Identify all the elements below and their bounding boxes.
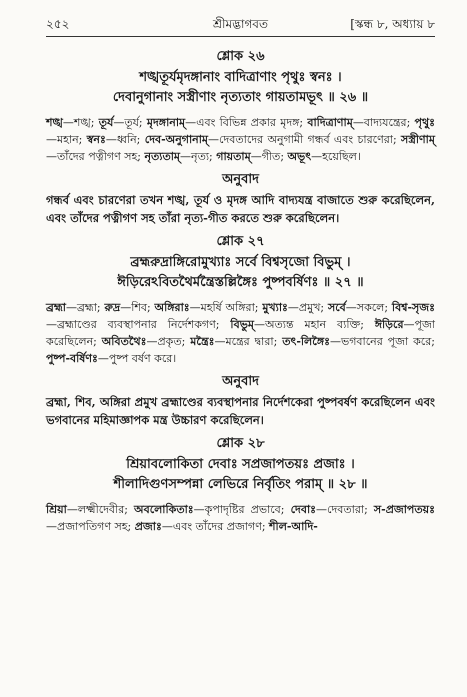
syn-meaning: ব্রহ্মাণ্ডের ব্যবস্থাপনার নির্দেশকগণ; [57, 318, 231, 331]
syn-word: বিভুম্ [230, 318, 254, 331]
syn-word: শঙ্খ [46, 116, 63, 129]
translation-27-text: ব্রহ্মা, শিব, অঙ্গিরা প্রমুখ ব্রহ্মাণ্ডের ব্যবস্থাপনার নির্দেশকেরা পুষ্পবর্ষণ করেছিলেন এবং ভগবানের মহিমাজ্ঞাপক মন্ত্র উচ্চারণ করেছিলেন। [46, 395, 435, 427]
translation-26-text: গন্ধর্ব এবং চারণেরা তখন শঙ্খ, তূর্য ও মৃদঙ্গ আদি বাদ্যযন্ত্র বাজাতে শুরু করেছিলেন, এবং তাঁদের পত্নীগণ সহ তাঁরা নৃত্য-গীত করতে শুরু করেছিলেন। [46, 193, 435, 225]
syn-word: স-প্রজাপতয়ঃ [373, 503, 435, 516]
syn-word: পৃথুঃ [414, 116, 436, 129]
book-title: শ্রীমদ্ভাগবত [212, 17, 268, 31]
syn-word: দেবাঃ [290, 503, 317, 516]
translation-27-heading: অনুবাদ [222, 374, 259, 389]
verse-27-text [46, 253, 435, 293]
verse-28-heading: শ্লোক ২৮ [216, 436, 265, 451]
syn-meaning: এবং তাঁদের প্রজাগণ; [172, 520, 270, 533]
translation-26-heading: অনুবাদ [222, 172, 259, 187]
syn-meaning: ব্রহ্মা; [76, 301, 105, 314]
syn-word: অভূৎ [287, 150, 312, 163]
syn-meaning: প্রকৃত; [157, 335, 191, 348]
syn-word: নৃত্যতাম্ [144, 150, 181, 163]
syn-word: সর্বে [327, 301, 346, 314]
syn-meaning: মহান; [57, 133, 87, 146]
syn-meaning: তাঁদের পত্নীগণ সহ; [57, 150, 145, 163]
page-header [46, 16, 435, 34]
syn-meaning: ধ্বনি; [116, 133, 145, 146]
page-number: ২৫২ [46, 17, 70, 31]
syn-meaning: পূজা করেছিলেন; [46, 318, 435, 348]
header-divider [46, 36, 435, 37]
syn-meaning: মন্ত্রের দ্বারা; [225, 335, 283, 348]
syn-word: অবলোকিতাঃ [134, 503, 194, 516]
syn-word: ব্রহ্মা [46, 301, 66, 314]
syn-word: শ্রিয়া [46, 503, 67, 516]
syn-meaning: নৃত্য; [191, 150, 217, 163]
syn-word: প্রজাঃ [134, 520, 162, 533]
syn-meaning: দেবতাদের অনুগামী গন্ধর্ব এবং চারণেরা; [219, 133, 402, 146]
syn-meaning: লক্ষ্মীদেবীর; [77, 503, 135, 516]
syn-meaning: হয়েছিল। [322, 150, 361, 163]
syn-meaning: দেবতারা; [327, 503, 374, 516]
syn-word: পুষ্প-বর্ষিণঃ [46, 352, 98, 365]
verse-26-text [46, 68, 435, 108]
verse-28-line-2: শীলাদিগুণসম্পন্না লেভিরে নির্বৃতিং পরাম্ ॥ ২৮ ॥ [113, 477, 368, 492]
syn-word: মন্ত্রৈঃ [190, 335, 215, 348]
syn-word: দেব-অনুগানাম্ [144, 133, 209, 146]
verse-28-synonyms: শ্রিয়া—লক্ষ্মীদেবীর; অবলোকিতাঃ—কৃপাদৃষ্টির প্রভাবে; দেবাঃ—দেবতারা; স-প্রজাপতয়ঃ—প্রজাপতিগণ সহ; প্রজাঃ—এবং তাঁদের প্রজাগণ; শীল-আদি- [46, 503, 435, 533]
syn-meaning: তূর্য; [124, 116, 147, 129]
verse-26-synonyms: শঙ্খ—শঙ্খ; তূর্য—তূর্য; মৃদঙ্গানাম্—এবং বিভিন্ন প্রকার মৃদঙ্গ; বাদিত্রাণাম্—বাদ্যযন্ত্রের; পৃথুঃ—মহান; স্বনঃ—ধ্বনি; দেব-অনুগানাম্—দেবতাদের অনুগামী গন্ধর্ব এবং চারণেরা; সস্ত্রীণাম্—তাঁদের পত্নীগণ সহ; নৃত্যতাম্—নৃত্য; গায়তাম্—গীত; অভূৎ—হয়েছিল। [46, 116, 436, 163]
syn-meaning: বাদ্যযন্ত্রের; [363, 116, 415, 129]
chapter-reference: [স্কন্ধ ৮, অধ্যায় ৮ [350, 17, 435, 31]
syn-word: অবিতথৈঃ [101, 335, 147, 348]
verse-27-line-2: ঈড়িরেঽবিতথৈর্মন্ত্রৈস্তল্লিঙ্গৈঃ পুষ্পবর্ষিণঃ ॥ ২৭ ॥ [117, 275, 364, 290]
syn-word: মুখ্যাঃ [262, 301, 288, 314]
syn-meaning: শিব; [131, 301, 155, 314]
syn-meaning: কৃপাদৃষ্টির প্রভাবে; [204, 503, 291, 516]
syn-word: ঈড়িরে [374, 318, 404, 331]
syn-word: তূর্য [98, 116, 114, 129]
verse-26-heading: শ্লোক ২৬ [216, 49, 265, 64]
syn-meaning: ভগবানের পূজা করে; [341, 335, 435, 348]
syn-meaning: এবং বিভিন্ন প্রকার মৃদঙ্গ; [196, 116, 308, 129]
verse-27-heading: শ্লোক ২৭ [216, 234, 265, 249]
syn-meaning: সকলে; [356, 301, 392, 314]
syn-word: রুদ্র [104, 301, 121, 314]
syn-word: সস্ত্রীণাম্ [401, 133, 435, 146]
syn-meaning: শঙ্খ; [73, 116, 99, 129]
verse-26-line-1: শঙ্খতূর্যমৃদঙ্গানাং বাদিত্রাণাং পৃথুঃ স্বনঃ । [139, 70, 342, 85]
verse-27-line-1: ব্রহ্মরুদ্রাঙ্গিরোমুখ্যাঃ সর্বে বিশ্বসৃজো বিভুম্ । [130, 255, 351, 270]
syn-word: বাদিত্রাণাম্ [307, 116, 353, 129]
verse-28-text [46, 455, 435, 495]
syn-word: মৃদঙ্গানাম্ [146, 116, 186, 129]
syn-meaning: গীত; [261, 150, 288, 163]
page-body [46, 44, 435, 541]
verse-28-line-1: শ্রিয়াবলোকিতা দেবাঃ সপ্রজাপতয়ঃ প্রজাঃ । [126, 457, 355, 472]
syn-meaning: প্রজাপতিগণ সহ; [57, 520, 135, 533]
verse-26-line-2: দেবানুগানাং সস্ত্রীণাং নৃত্যতাং গায়তামভূৎ ॥ ২৬ ॥ [112, 90, 369, 105]
syn-word: স্বনঃ [86, 133, 106, 146]
verse-27-synonyms: ব্রহ্মা—ব্রহ্মা; রুদ্র—শিব; অঙ্গিরাঃ—মহর্ষি অঙ্গিরা; মুখ্যাঃ—প্রমুখ; সর্বে—সকলে; বিশ্ব-সৃজঃ—ব্রহ্মাণ্ডের ব্যবস্থাপনার নির্দেশকগণ; বিভুম্—অত্যন্ত মহান ব্যক্তি; ঈড়িরে—পূজা করেছিলেন; অবিতথৈঃ—প্রকৃত; মন্ত্রৈঃ—মন্ত্রের দ্বারা; তৎ-লিঙ্গৈঃ—ভগবানের পূজা করে; পুষ্প-বর্ষিণঃ—পুষ্প বর্ষণ করে। [46, 301, 436, 365]
syn-meaning: পুষ্প বর্ষণ করে। [108, 352, 177, 365]
syn-word: তৎ-লিঙ্গৈঃ [282, 335, 331, 348]
syn-meaning: অত্যন্ত মহান ব্যক্তি; [265, 318, 375, 331]
syn-word: গায়তাম্ [216, 150, 251, 163]
syn-word: শীল-আদি- [269, 520, 318, 533]
syn-word: বিশ্ব-সৃজঃ [391, 301, 436, 314]
syn-word: অঙ্গিরাঃ [154, 301, 190, 314]
syn-meaning: প্রমুখ; [298, 301, 328, 314]
syn-meaning: মহর্ষি অঙ্গিরা; [200, 301, 263, 314]
